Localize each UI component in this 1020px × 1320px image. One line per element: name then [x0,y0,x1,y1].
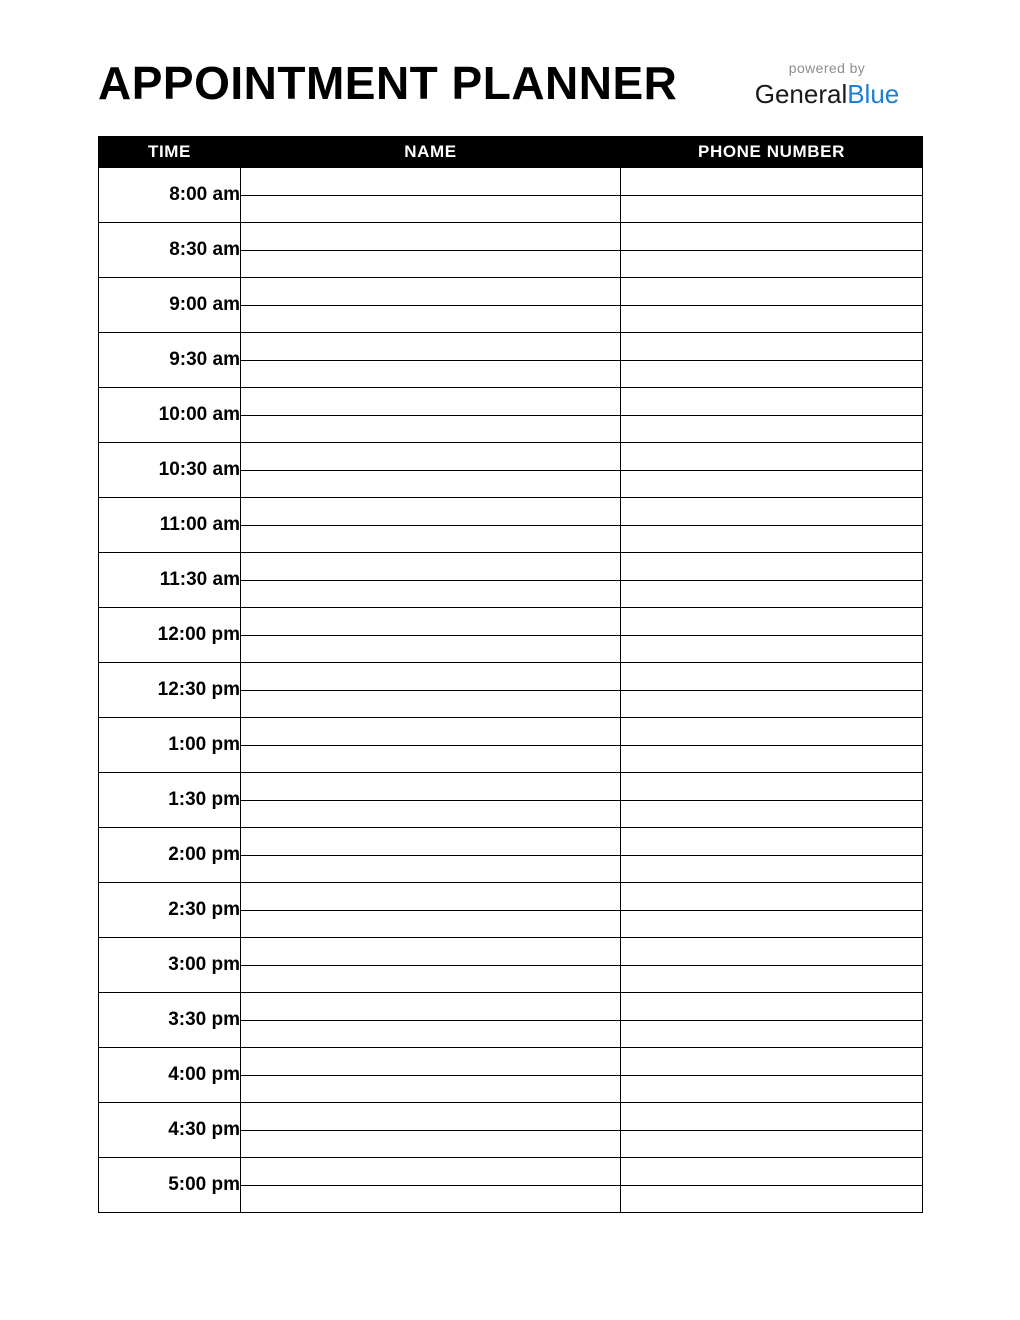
table-row [99,993,923,1048]
time-slot-label: 4:30 pm [99,1103,241,1158]
name-entry-field[interactable] [241,993,621,1048]
name-entry-field[interactable] [241,773,621,828]
phone-entry-field[interactable] [621,993,923,1048]
time-slot-label: 2:30 pm [99,883,241,938]
table-row [99,443,923,498]
phone-entry-field[interactable] [621,333,923,388]
table-row [99,663,923,718]
table-row [99,388,923,443]
name-entry-field[interactable] [241,1103,621,1158]
document-header [98,52,922,124]
phone-entry-field[interactable] [621,1158,923,1213]
table-row [99,168,923,223]
brand-name-general: General [754,79,848,109]
name-entry-field[interactable] [241,223,621,278]
table-body [99,168,923,1213]
time-slot-label: 2:00 pm [99,828,241,883]
name-entry-field[interactable] [241,333,621,388]
table-row [99,938,923,993]
name-entry-field[interactable] [241,938,621,993]
phone-entry-field[interactable] [621,773,923,828]
column-header-time: TIME [99,137,241,168]
time-slot-label: 1:00 pm [99,718,241,773]
name-entry-field[interactable] [241,278,621,333]
phone-entry-field[interactable] [621,278,923,333]
phone-entry-field[interactable] [621,1048,923,1103]
phone-entry-field[interactable] [621,223,923,278]
phone-entry-field[interactable] [621,1103,923,1158]
column-header-phone-number: PHONE NUMBER [621,137,923,168]
brand-powered-by-label: powered by [788,60,866,76]
phone-entry-field[interactable] [621,443,923,498]
name-entry-field[interactable] [241,828,621,883]
name-entry-field[interactable] [241,663,621,718]
phone-entry-field[interactable] [621,608,923,663]
phone-entry-field[interactable] [621,498,923,553]
time-slot-label: 10:00 am [99,388,241,443]
name-entry-field[interactable] [241,498,621,553]
phone-entry-field[interactable] [621,663,923,718]
time-slot-label: 8:00 am [99,168,241,223]
table-row [99,498,923,553]
name-entry-field[interactable] [241,388,621,443]
time-slot-label: 10:30 am [99,443,241,498]
time-slot-label: 12:30 pm [99,663,241,718]
time-slot-label: 4:00 pm [99,1048,241,1103]
name-entry-field[interactable] [241,718,621,773]
page-title: APPOINTMENT PLANNER [98,57,678,109]
name-entry-field[interactable] [241,1158,621,1213]
name-entry-field[interactable] [241,443,621,498]
table-row [99,553,923,608]
phone-entry-field[interactable] [621,718,923,773]
table-row [99,278,923,333]
name-entry-field[interactable] [241,553,621,608]
table-row [99,773,923,828]
table-row [99,1103,923,1158]
appointment-table [98,136,923,1213]
time-slot-label: 5:00 pm [99,1158,241,1213]
table-row [99,608,923,663]
table-row [99,828,923,883]
time-slot-label: 9:00 am [99,278,241,333]
name-entry-field[interactable] [241,608,621,663]
brand-name-blue: Blue [847,79,900,109]
table-row [99,883,923,938]
time-slot-label: 3:00 pm [99,938,241,993]
time-slot-label: 8:30 am [99,223,241,278]
table-row [99,223,923,278]
table-row [99,333,923,388]
phone-entry-field[interactable] [621,168,923,223]
name-entry-field[interactable] [241,168,621,223]
time-slot-label: 1:30 pm [99,773,241,828]
time-slot-label: 11:30 am [99,553,241,608]
phone-entry-field[interactable] [621,553,923,608]
name-entry-field[interactable] [241,1048,621,1103]
table-row [99,718,923,773]
phone-entry-field[interactable] [621,938,923,993]
phone-entry-field[interactable] [621,828,923,883]
column-header-name: NAME [241,137,621,168]
table-row [99,1158,923,1213]
phone-entry-field[interactable] [621,883,923,938]
time-slot-label: 12:00 pm [99,608,241,663]
brand-name [732,78,922,110]
table-header [99,137,923,168]
name-entry-field[interactable] [241,883,621,938]
table-row [99,1048,923,1103]
table-header-row [99,137,923,168]
time-slot-label: 11:00 am [99,498,241,553]
phone-entry-field[interactable] [621,388,923,443]
time-slot-label: 9:30 am [99,333,241,388]
brand-logo [732,58,922,110]
time-slot-label: 3:30 pm [99,993,241,1048]
